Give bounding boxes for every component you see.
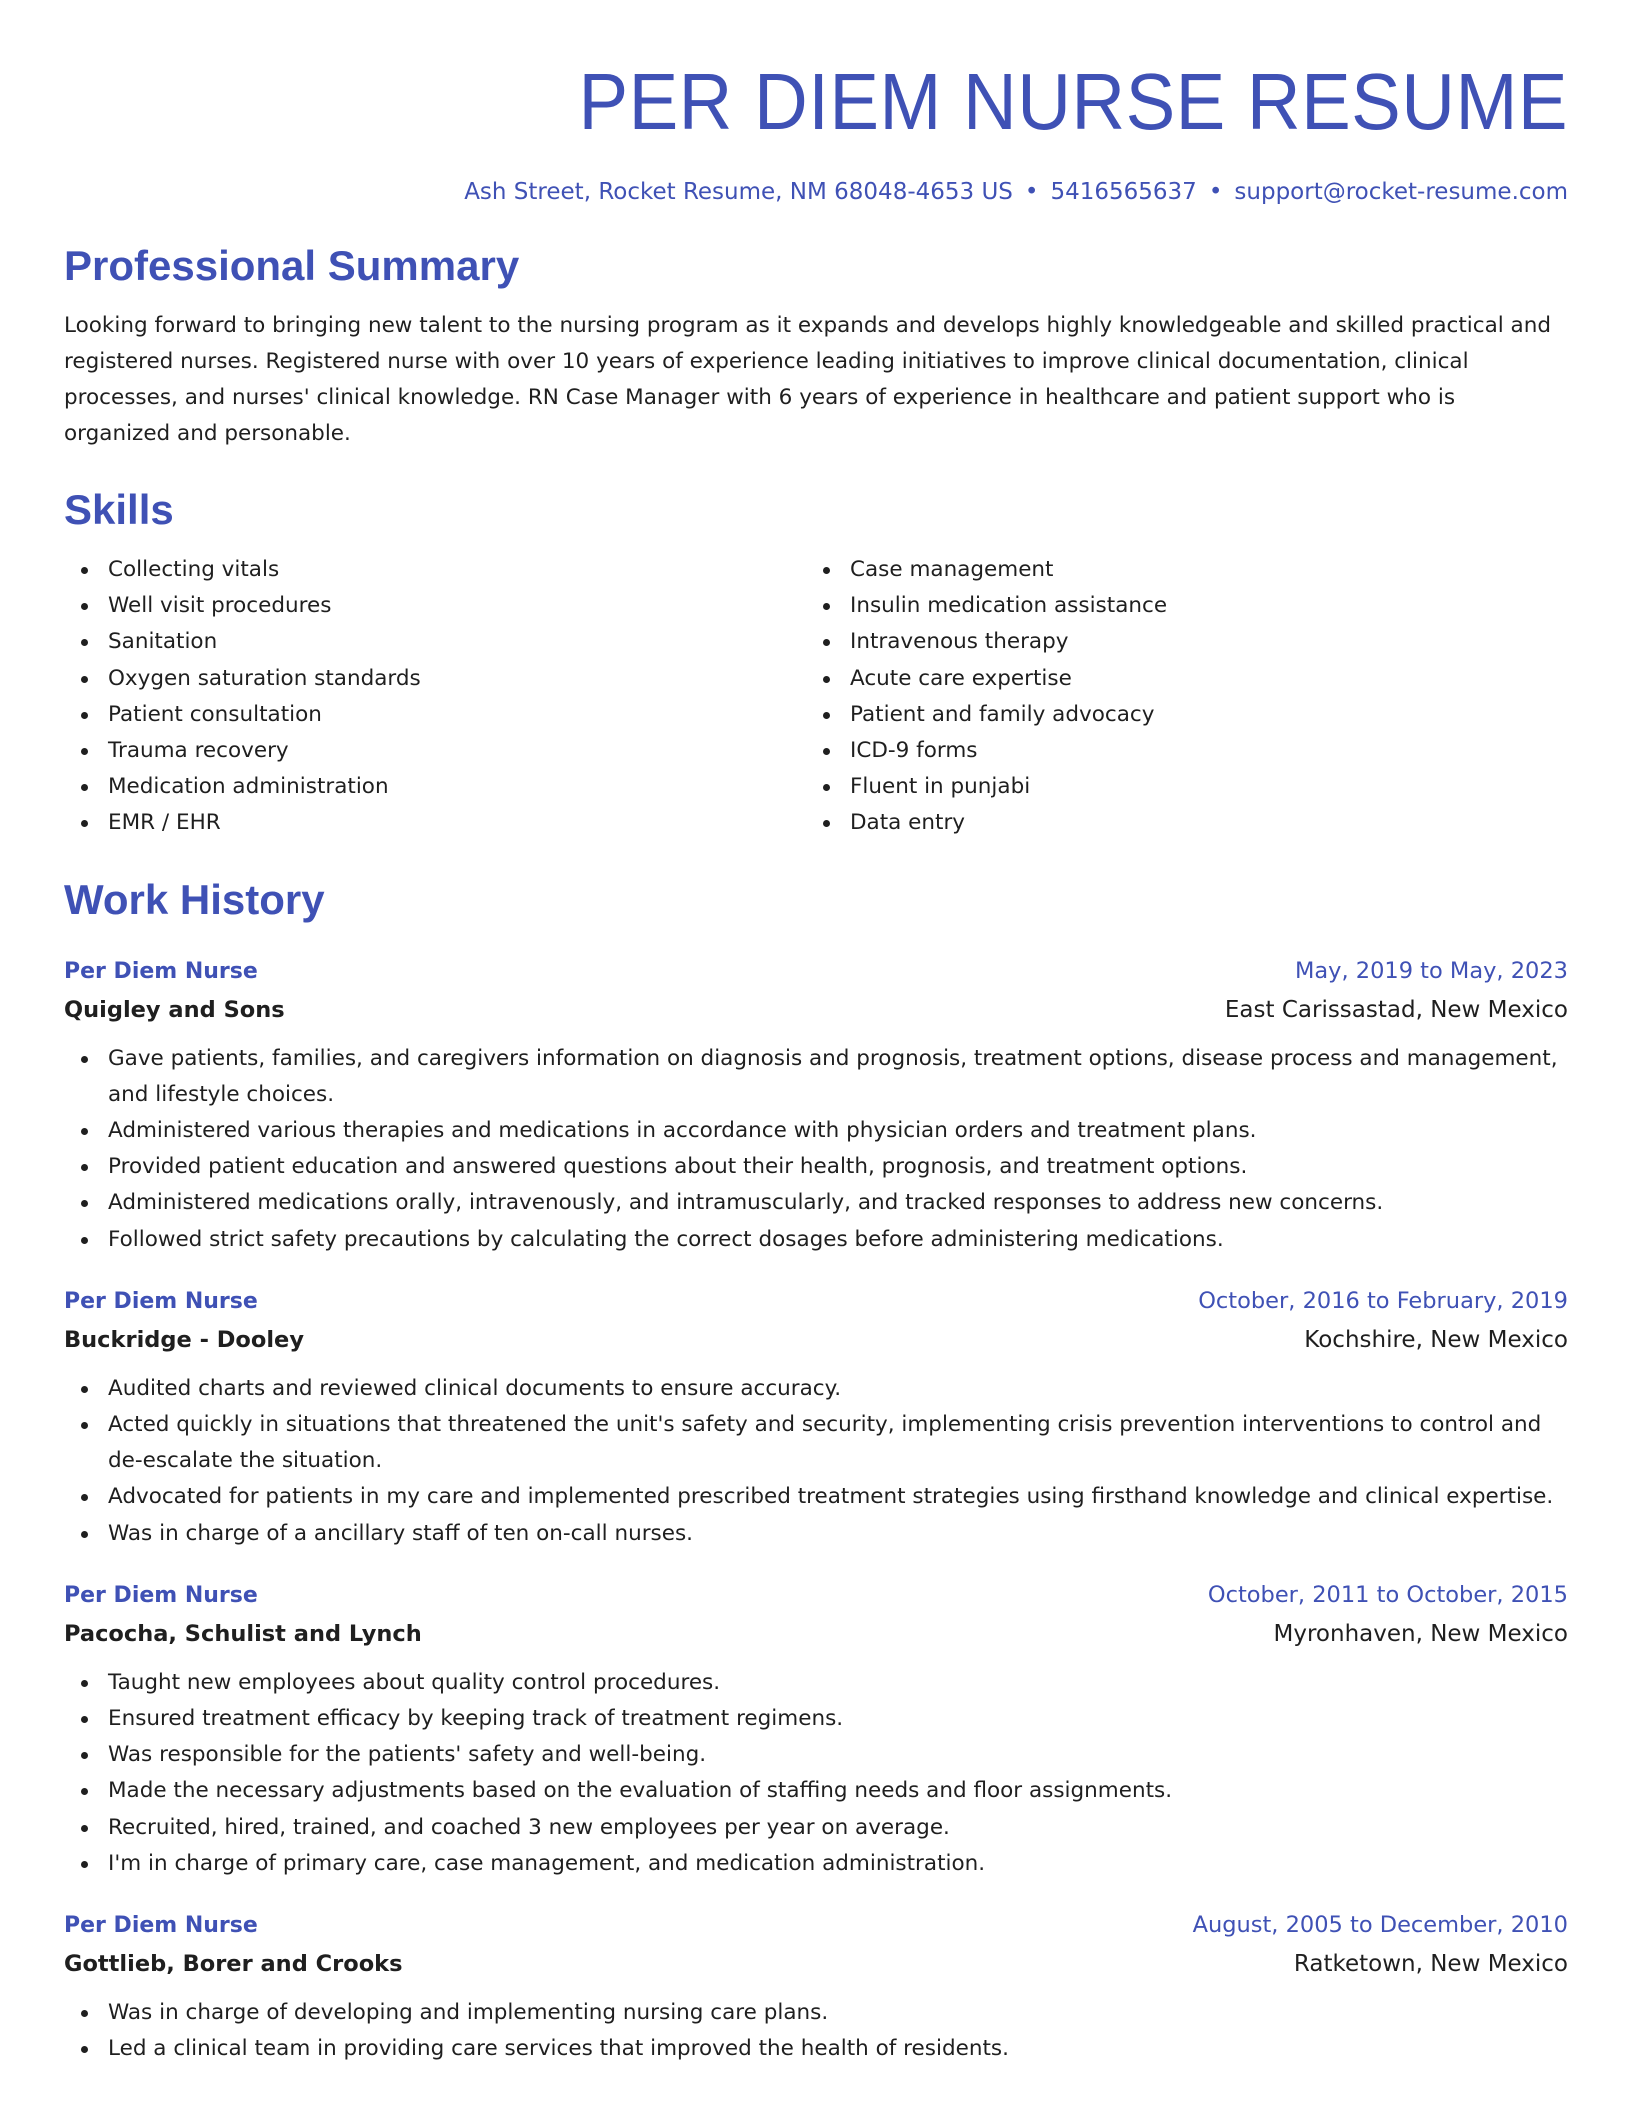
job-title: Per Diem Nurse (64, 958, 258, 984)
contact-separator: • (1208, 179, 1223, 205)
duty-item: Advocated for patients in my care and implemented prescribed treatment strategies using firsthand knowledge and clinical expertise. (64, 1479, 1568, 1515)
job-employer (64, 1945, 1568, 1983)
contact-separator: • (1024, 179, 1039, 205)
resume-title: PER DIEM NURSE RESUME (578, 57, 1568, 146)
job-title: Per Diem Nurse (64, 1288, 258, 1314)
duty-item: Ensured treatment efficacy by keeping track of treatment regimens. (64, 1701, 1568, 1737)
skill-item: Patient consultation (64, 697, 806, 733)
duty-item: I'm in charge of primary care, case management, and medication administration. (64, 1846, 1568, 1882)
duty-item: Administered medications orally, intravenously, and intramuscularly, and tracked responses to address new concerns. (64, 1185, 1568, 1221)
job-entry (64, 1576, 1568, 1882)
skills-column-right (806, 552, 1548, 842)
duty-item: Recruited, hired, trained, and coached 3 new employees per year on average. (64, 1810, 1568, 1846)
skills-column-left (64, 552, 806, 842)
job-location: Myronhaven, New Mexico (1273, 1620, 1568, 1647)
duty-item: Audited charts and reviewed clinical documents to ensure accuracy. (64, 1371, 1568, 1407)
skill-item: Well visit procedures (64, 588, 806, 624)
skill-item: Case management (806, 552, 1548, 588)
job-location: East Carissastad, New Mexico (1224, 996, 1568, 1023)
duty-item: Was in charge of a ancillary staff of ten on-call nurses. (64, 1516, 1568, 1552)
skills-list (64, 552, 1568, 842)
work-history-heading: Work History (64, 875, 325, 923)
job-dates: October, 2016 to February, 2019 (1198, 1287, 1568, 1314)
company-name: Gottlieb, Borer and Crooks (64, 1951, 403, 1978)
job-employer (64, 991, 1568, 1029)
summary-heading: Professional Summary (64, 242, 520, 289)
job-header (64, 1576, 1568, 1615)
duty-item: Was in charge of developing and implementing nursing care plans. (64, 1995, 1568, 2031)
skill-item: Sanitation (64, 624, 806, 660)
job-title: Per Diem Nurse (64, 1913, 258, 1939)
job-employer (64, 1615, 1568, 1653)
contact-line (64, 176, 1568, 208)
company-name: Pacocha, Schulist and Lynch (64, 1620, 422, 1647)
job-employer (64, 1321, 1568, 1359)
skill-item: EMR / EHR (64, 805, 806, 841)
contact-address: Ash Street, Rocket Resume, NM 68048-4653 US (464, 179, 1013, 205)
job-header (64, 952, 1568, 991)
job-duties (64, 1995, 1568, 2067)
job-entry (64, 952, 1568, 1258)
duty-item: Gave patients, families, and caregivers information on diagnosis and prognosis, treatment options, disease process and management, and lifestyle choices. (64, 1041, 1568, 1113)
duty-item: Was responsible for the patients' safety and well-being. (64, 1737, 1568, 1773)
duty-item: Followed strict safety precautions by calculating the correct dosages before administering medications. (64, 1222, 1568, 1258)
job-location: Kochshire, New Mexico (1304, 1326, 1568, 1353)
skill-item: Oxygen saturation standards (64, 661, 806, 697)
summary-text: Looking forward to bringing new talent to the nursing program as it expands and develops highly knowledgeable and skilled practical and registered nurses. Registered nurse with over 10 years of experience leading initiatives to improve clinical documentation, clinical processes, and nurses' clinical knowledge. RN Case Manager with 6 years of experience in healthcare and patient support who is organized and personable. (64, 313, 1552, 446)
skill-item: Collecting vitals (64, 552, 806, 588)
resume-page (64, 52, 1568, 2067)
job-dates: October, 2011 to October, 2015 (1207, 1581, 1568, 1608)
skill-item: Trauma recovery (64, 733, 806, 769)
job-duties (64, 1041, 1568, 1258)
job-dates: August, 2005 to December, 2010 (1192, 1912, 1568, 1939)
duty-item: Acted quickly in situations that threatened the unit's safety and security, implementing crisis prevention interventions to control and de-escalate the situation. (64, 1407, 1568, 1479)
skill-item: Data entry (806, 805, 1548, 841)
job-entry (64, 1906, 1568, 2067)
duty-item: Made the necessary adjustments based on the evaluation of staffing needs and floor assignments. (64, 1773, 1568, 1809)
duty-item: Administered various therapies and medications in accordance with physician orders and treatment plans. (64, 1113, 1568, 1149)
company-name: Buckridge - Dooley (64, 1326, 304, 1353)
contact-phone: 5416565637 (1050, 179, 1197, 205)
job-dates: May, 2019 to May, 2023 (1294, 957, 1568, 984)
duty-item: Provided patient education and answered questions about their health, prognosis, and treatment options. (64, 1149, 1568, 1185)
job-location: Ratketown, New Mexico (1293, 1951, 1568, 1978)
duty-item: Taught new employees about quality control procedures. (64, 1665, 1568, 1701)
skill-item: Insulin medication assistance (806, 588, 1548, 624)
skill-item: Patient and family advocacy (806, 697, 1548, 733)
skill-item: Medication administration (64, 769, 806, 805)
company-name: Quigley and Sons (64, 996, 285, 1023)
job-header (64, 1282, 1568, 1321)
job-duties (64, 1371, 1568, 1552)
skills-heading: Skills (64, 486, 174, 533)
skill-item: Acute care expertise (806, 661, 1548, 697)
job-entry (64, 1282, 1568, 1552)
contact-email[interactable]: support@rocket-resume.com (1234, 179, 1568, 205)
job-title: Per Diem Nurse (64, 1582, 258, 1608)
skill-item: Fluent in punjabi (806, 769, 1548, 805)
job-header (64, 1906, 1568, 1945)
skill-item: ICD-9 forms (806, 733, 1548, 769)
skill-item: Intravenous therapy (806, 624, 1548, 660)
duty-item: Led a clinical team in providing care services that improved the health of residents. (64, 2031, 1568, 2067)
job-duties (64, 1665, 1568, 1882)
